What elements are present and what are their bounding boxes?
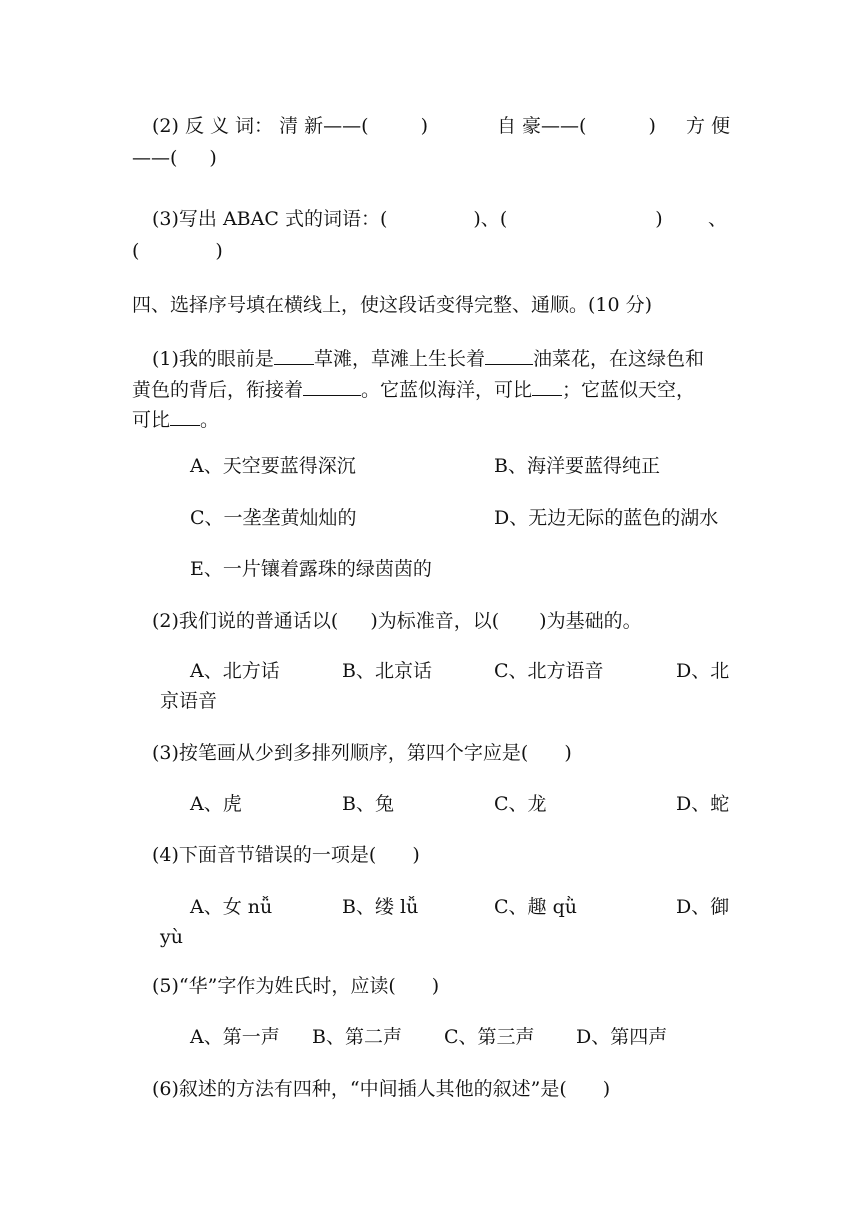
q2-word-2: 自 豪 [497,115,542,137]
q3-separator-1: 、 [480,208,500,230]
p2-option-d[interactable]: D、北 [676,660,730,682]
q3-blank-2-open: ( [499,208,508,230]
q2-antonym-line [152,113,428,139]
p4-question [152,842,420,868]
p1-blank-4[interactable] [532,376,562,396]
p5-option-b[interactable]: B、第二声 [312,1026,402,1048]
p4-option-a[interactable]: A、女 nǚ [190,896,273,918]
q2-blank-3-open: ( [170,147,178,169]
p6-close: ) [602,1078,611,1100]
p4-option-d[interactable]: D、御 [676,896,730,918]
q2-word-1: 清 新 [279,115,324,137]
p1-text-2a: 黄色的背后，衔接着 [132,379,304,401]
p1-number: (1) [152,348,179,370]
q2-antonym-3-blank-line [132,145,217,171]
p3-option-c[interactable]: C、龙 [494,793,547,815]
p6-text: 叙述的方法有四种，“中间插人其他的叙述”是( [178,1078,567,1100]
section-4-title: 四、选择序号填在横线上，使这段话变得完整、通顺。(10 分) [132,294,653,316]
p4-close: ) [412,844,420,866]
p4-number: (4) [152,844,179,866]
p4-option-c[interactable]: C、趣 qǜ [494,896,577,918]
p1-text-3a: 可比 [132,409,171,431]
q2-dash-1: —— [323,115,362,137]
q2-blank-1-close: ) [420,115,428,137]
q2-number: (2) [152,115,179,137]
q3-blank-1-open: ( [379,208,388,230]
p5-text: “华”字作为姓氏时，应读( [178,975,396,997]
q3-blank-3-open: ( [132,240,140,262]
p3-option-a[interactable]: A、虎 [190,793,242,815]
p4-option-b[interactable]: B、缕 lǚ [342,896,419,918]
p3-question [152,740,572,766]
p2-text-b: )为标准音，以( [370,610,500,632]
p2-option-c[interactable]: C、北方语音 [494,660,604,682]
p5-number: (5) [152,975,179,997]
p4-option-d-wrap: yù [160,926,183,948]
q3-abac-line [152,206,663,232]
p1-option-c[interactable]: C、一垄垄黄灿灿的 [190,507,357,529]
p1-option-a[interactable]: A、天空要蓝得深沉 [190,455,356,477]
p1-text-3b: 。 [200,409,220,431]
q2-blank-2-open: ( [579,115,587,137]
p3-number: (3) [152,742,179,764]
p5-option-d[interactable]: D、第四声 [576,1026,668,1048]
q3-blank-2-close: ) [655,208,663,230]
p2-text-a: 我们说的普通话以( [178,610,339,632]
q2-label: 反 义 词： [184,115,274,137]
p6-number: (6) [152,1078,179,1100]
p5-option-c[interactable]: C、第三声 [444,1026,535,1048]
p2-option-d-wrap: 京语音 [160,690,218,712]
p1-option-d[interactable]: D、无边无际的蓝色的湖水 [494,507,719,529]
p1-blank-5[interactable] [170,406,200,426]
q3-number: (3) [152,208,179,230]
q3-text: 写出 ABAC 式的词语： [178,208,380,230]
p1-line-1 [152,345,704,372]
p5-option-a[interactable]: A、第一声 [190,1026,280,1048]
p1-blank-2[interactable] [485,345,533,365]
q2-dash-2: —— [541,115,580,137]
q2-blank-3-close: ) [209,147,217,169]
p2-option-b[interactable]: B、北京话 [342,660,432,682]
q2-dash-3: —— [132,147,170,169]
q3-blank-3-close: ) [215,240,223,262]
q3-separator-2: 、 [708,208,728,230]
p1-option-e[interactable]: E、一片镶着露珠的绿茵茵的 [190,558,432,580]
q2-antonym-2 [497,113,656,139]
p5-close: ) [431,975,440,997]
p4-text: 下面音节错误的一项是( [178,844,377,866]
p1-text-2c: ；它蓝似天空， [562,379,696,401]
p2-text-c: )为基础的。 [539,610,642,632]
p3-option-d[interactable]: D、蛇 [676,793,730,815]
p6-question [152,1076,610,1102]
p3-close: ) [564,742,572,764]
p2-question [152,608,642,634]
p1-option-b[interactable]: B、海洋要蓝得纯正 [494,455,660,477]
q2-word-3: 方 便 [686,115,731,137]
p3-text: 按笔画从少到多排列顺序，第四个字应是( [178,742,529,764]
p1-line-3 [132,406,219,433]
p1-text-2b: 。它蓝似海洋，可比 [361,379,533,401]
q3-blank-3-line [132,238,223,264]
p2-number: (2) [152,610,179,632]
p3-option-b[interactable]: B、兔 [342,793,394,815]
p1-text-1a: 我的眼前是 [178,348,274,370]
p2-option-a[interactable]: A、北方话 [190,660,280,682]
p1-line-2 [132,376,695,403]
p1-blank-1[interactable] [274,345,314,365]
p1-text-1c: 油菜花，在这绿色和 [532,348,704,370]
q2-blank-1-open: ( [361,115,369,137]
p1-blank-3[interactable] [303,376,361,396]
q2-blank-2-close: ) [648,115,656,137]
p1-text-1b: 草滩，草滩上生长着 [313,348,485,370]
p5-question [152,973,439,999]
q3-blank-1-close: ) [473,208,481,230]
